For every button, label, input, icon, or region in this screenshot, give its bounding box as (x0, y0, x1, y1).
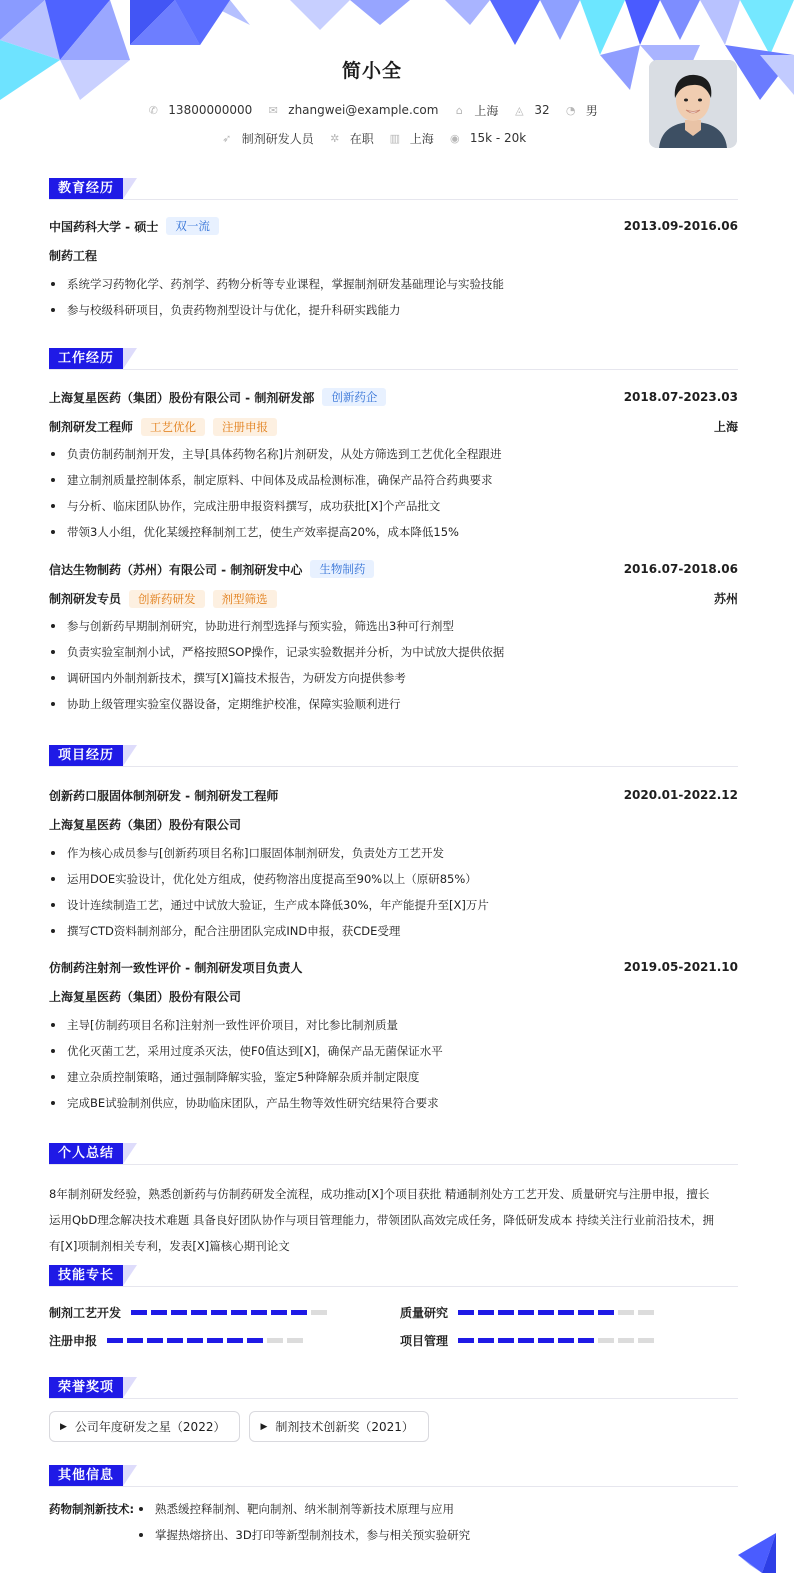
play-icon: ▶ (260, 1421, 268, 1432)
list-item: 主导[仿制药项目名称]注射剂一致性评价项目，对比参比制剂质量 (49, 1012, 738, 1038)
skill-level-segment (311, 1310, 327, 1315)
section-header (49, 1377, 738, 1399)
project-name: 仿制药注射剂一致性评价 - 制剂研发项目负责人 (49, 960, 303, 975)
skill-name: 注册申报 (49, 1333, 98, 1348)
skill-level-segment (458, 1310, 474, 1315)
skill-level-segment (207, 1338, 223, 1343)
list-item: 作为核心成员参与[创新药项目名称]口服固体制剂研发，负责处方工艺开发 (49, 840, 738, 866)
skill-level-segment (498, 1310, 514, 1315)
skill-item (400, 1333, 738, 1347)
skill-level-segment (598, 1338, 614, 1343)
job-title: 制剂研发专员 (49, 592, 122, 606)
corner-decoration (738, 1533, 776, 1573)
skill-level-segment (127, 1338, 143, 1343)
section-header (49, 1465, 738, 1487)
gender-value: 男 (585, 103, 598, 118)
list-item: 负责实验室制剂小试，严格按照SOP操作，记录实验数据并分析，为中试放大提供依据 (49, 639, 738, 665)
other-label: 药物制剂新技术: (49, 1502, 135, 1516)
awards-section (49, 1377, 738, 1442)
skill-level-segment (227, 1338, 243, 1343)
skill-level-segment (538, 1338, 554, 1343)
skill-level-segment (638, 1338, 654, 1343)
other-info (49, 1501, 738, 1553)
section-header (49, 745, 738, 767)
salary-item (448, 131, 526, 145)
target-city-item (388, 130, 434, 147)
section-title-tail (123, 1143, 137, 1164)
skill-level-segment (558, 1310, 574, 1315)
skill-item (400, 1305, 738, 1319)
skill-level-segment (211, 1310, 227, 1315)
project-org (49, 814, 738, 836)
building-icon: ▥ (389, 131, 400, 145)
skill-item (49, 1305, 400, 1319)
skill-level-segment (151, 1310, 167, 1315)
phone-item (146, 103, 252, 117)
work-entry-header (49, 558, 738, 580)
city-item (452, 102, 498, 119)
project-bullets (49, 840, 738, 944)
section-title: 个人总结 (49, 1143, 123, 1164)
skill-level-segment (247, 1338, 263, 1343)
skill-level-segment (578, 1338, 594, 1343)
summary-line: 8年制剂研发经验，熟悉创新药与仿制药研发全流程，成功推动[X]个项目获批 精通制剂处方工艺开发、质量研究与注册申报，擅长 (49, 1187, 710, 1201)
skill-level-segment (618, 1310, 634, 1315)
skills-grid (49, 1305, 738, 1347)
project-org (49, 986, 738, 1008)
skill-level-segment (538, 1310, 554, 1315)
work-bullets (49, 613, 738, 717)
skill-level-segment (478, 1310, 494, 1315)
work-location: 苏州 (713, 592, 738, 606)
section-title: 工作经历 (49, 348, 123, 369)
skill-level-segment (167, 1338, 183, 1343)
section-header (49, 348, 738, 370)
avatar-illustration (649, 60, 737, 148)
company-name: 上海复星医药（集团）股份有限公司 - 制剂研发部 (49, 390, 315, 405)
mail-icon: ✉ (268, 103, 278, 117)
skills-section (49, 1265, 738, 1347)
list-item: 熟悉缓控释制剂、靶向制剂、纳米制剂等新技术原理与应用 (137, 1501, 470, 1527)
skill-level-segment (478, 1338, 494, 1343)
candidate-name: 简小全 (341, 60, 402, 82)
section-title: 其他信息 (49, 1465, 123, 1486)
status-value: 在职 (349, 131, 374, 146)
major-name: 制药工程 (49, 249, 98, 263)
send-icon: ➶ (222, 131, 232, 145)
skill-level-segment (271, 1310, 287, 1315)
list-item: 带领3人小组，优化某缓控释制剂工艺，使生产效率提高20%，成本降低15% (49, 519, 738, 545)
school-name: 中国药科大学 - 硕士 (49, 219, 159, 234)
job-target-item (220, 130, 314, 147)
award-item (49, 1411, 240, 1442)
age-item (512, 103, 549, 117)
project-entry (49, 784, 738, 944)
work-section (49, 348, 738, 717)
email-value: zhangwei@example.com (288, 103, 439, 117)
section-title-tail (123, 745, 137, 766)
skill-level-segment (147, 1338, 163, 1343)
skill-level-segment (578, 1310, 594, 1315)
skill-level-segment (618, 1338, 634, 1343)
project-period: 2020.01-2022.12 (623, 788, 738, 802)
project-org-name: 上海复星医药（集团）股份有限公司 (49, 990, 242, 1004)
list-item: 调研国内外制剂新技术，撰写[X]篇技术报告，为研发方向提供参考 (49, 665, 738, 691)
section-title: 技能专长 (49, 1265, 123, 1286)
skill-level-segment (291, 1310, 307, 1315)
list-item: 设计连续制造工艺，通过中试放大验证，生产成本降低30%，年产能提升至[X]万片 (49, 892, 738, 918)
project-entry-header (49, 956, 738, 978)
award-label: 制剂技术创新奖（2021） (275, 1420, 414, 1434)
project-entry (49, 956, 738, 1116)
awards-list (49, 1411, 738, 1442)
skill-level-segment (231, 1310, 247, 1315)
projects-section (49, 745, 738, 1116)
job-target-value: 制剂研发人员 (241, 131, 314, 146)
job-title: 制剂研发工程师 (49, 420, 134, 434)
skill-name: 制剂工艺开发 (49, 1305, 122, 1320)
project-name: 创新药口服固体制剂研发 - 制剂研发工程师 (49, 788, 279, 803)
school-tag: 双一流 (166, 217, 219, 235)
gender-item (564, 102, 598, 119)
skill-level-segment (191, 1310, 207, 1315)
status-item (328, 130, 374, 147)
skill-level-segment (458, 1338, 474, 1343)
list-item: 与分析、临床团队协作，完成注册申报资料撰写，成功获批[X]个产品批文 (49, 493, 738, 519)
education-period: 2013.09-2016.06 (623, 219, 738, 233)
skill-level-segment (107, 1338, 123, 1343)
city-value: 上海 (474, 103, 499, 118)
play-icon: ▶ (60, 1421, 67, 1432)
project-entry-header (49, 784, 738, 806)
age-icon: ◬ (515, 103, 524, 117)
skill-level-bar (131, 1310, 331, 1315)
list-item: 运用DOE实验设计，优化处方组成，使药物溶出度提高至90%以上（原研85%） (49, 866, 738, 892)
major (49, 245, 738, 267)
salary-value: 15k - 20k (469, 131, 527, 145)
education-bullets (49, 271, 738, 323)
profile-photo (649, 60, 737, 148)
other-section (49, 1465, 738, 1553)
phone-value: 13800000000 (168, 103, 253, 117)
skill-level-segment (498, 1338, 514, 1343)
skill-level-bar (107, 1338, 307, 1343)
section-title: 项目经历 (49, 745, 123, 766)
work-entry (49, 558, 738, 717)
list-item: 系统学习药物化学、药剂学、药物分析等专业课程，掌握制剂研发基础理论与实验技能 (49, 271, 738, 297)
skill-level-segment (598, 1310, 614, 1315)
section-header (49, 1143, 738, 1165)
skill-level-segment (638, 1310, 654, 1315)
target-city-value: 上海 (409, 131, 434, 146)
status-icon: ✲ (330, 131, 340, 145)
gender-icon: ◔ (565, 103, 576, 117)
skill-level-segment (131, 1310, 147, 1315)
skill-level-bar (458, 1338, 658, 1343)
summary-text (49, 1181, 738, 1259)
skill-name: 项目管理 (400, 1333, 449, 1348)
summary-line: 运用QbD理念解决技术难题 具备良好团队协作与项目管理能力，带领团队高效完成任务，降低研发成本 持续关注行业前沿技术，拥 (49, 1213, 715, 1227)
section-title-tail (123, 178, 137, 199)
list-item: 负责仿制药制剂开发，主导[具体药物名称]片剂研发，从处方筛选到工艺优化全程跟进 (49, 441, 738, 467)
project-org-name: 上海复星医药（集团）股份有限公司 (49, 818, 242, 832)
company-name: 信达生物制药（苏州）有限公司 - 制剂研发中心 (49, 562, 303, 577)
work-entry (49, 386, 738, 545)
education-section (49, 178, 738, 323)
list-item: 掌握热熔挤出、3D打印等新型制剂技术，参与相关预实验研究 (137, 1527, 470, 1553)
list-item: 优化灭菌工艺，采用过度杀灭法，使F0值达到[X]，确保产品无菌保证水平 (49, 1038, 738, 1064)
list-item: 参与校级科研项目，负责药物剂型设计与优化，提升科研实践能力 (49, 297, 738, 323)
section-title-tail (123, 1377, 137, 1398)
company-tag: 创新药企 (322, 388, 386, 406)
job-title-row (49, 588, 738, 610)
job-title-row (49, 416, 738, 438)
education-entry-header (49, 215, 738, 237)
skill-tag: 注册申报 (213, 418, 277, 436)
skill-level-segment (287, 1338, 303, 1343)
list-item: 撰写CTD资料制剂部分，配合注册团队完成IND申报，获CDE受理 (49, 918, 738, 944)
summary-line: 有[X]项制剂相关专利，发表[X]篇核心期刊论文 (49, 1239, 290, 1253)
skill-level-bar (458, 1310, 658, 1315)
list-item: 建立杂质控制策略，通过强制降解实验，鉴定5种降解杂质并制定限度 (49, 1064, 738, 1090)
email-item (266, 103, 438, 117)
skill-tag: 创新药研发 (129, 590, 205, 608)
work-entry-header (49, 386, 738, 408)
work-bullets (49, 441, 738, 545)
location-icon: ⌂ (455, 103, 463, 117)
skill-level-segment (251, 1310, 267, 1315)
skill-level-segment (518, 1310, 534, 1315)
skill-level-segment (187, 1338, 203, 1343)
project-period: 2019.05-2021.10 (623, 960, 738, 974)
skill-tag: 工艺优化 (141, 418, 205, 436)
project-bullets (49, 1012, 738, 1116)
section-header (49, 178, 738, 200)
work-period: 2016.07-2018.06 (623, 562, 738, 576)
section-title-tail (123, 348, 137, 369)
company-tag: 生物制药 (310, 560, 374, 578)
work-location: 上海 (713, 420, 738, 434)
age-value: 32 (534, 103, 550, 117)
skill-level-segment (171, 1310, 187, 1315)
skill-item (49, 1333, 400, 1347)
section-header (49, 1265, 738, 1287)
award-label: 公司年度研发之星（2022） (74, 1420, 226, 1434)
list-item: 参与创新药早期制剂研究，协助进行剂型选择与预实验，筛选出3种可行剂型 (49, 613, 738, 639)
summary-section (49, 1143, 738, 1259)
list-item: 建立制剂质量控制体系，制定原料、中间体及成品检测标准，确保产品符合药典要求 (49, 467, 738, 493)
work-period: 2018.07-2023.03 (623, 390, 738, 404)
section-title: 荣誉奖项 (49, 1377, 123, 1398)
list-item: 协助上级管理实验室仪器设备，定期维护校准，保障实验顺利进行 (49, 691, 738, 717)
section-title: 教育经历 (49, 178, 123, 199)
skill-level-segment (267, 1338, 283, 1343)
skill-level-segment (518, 1338, 534, 1343)
skill-level-segment (558, 1338, 574, 1343)
salary-icon: ◉ (450, 131, 460, 145)
section-title-tail (123, 1465, 137, 1486)
phone-icon: ✆ (148, 103, 158, 117)
other-bullets (137, 1501, 470, 1553)
skill-tag: 剂型筛选 (213, 590, 277, 608)
list-item: 完成BE试验制剂供应，协助临床团队，产品生物等效性研究结果符合要求 (49, 1090, 738, 1116)
award-item (249, 1411, 428, 1442)
section-title-tail (123, 1265, 137, 1286)
skill-name: 质量研究 (400, 1305, 449, 1320)
